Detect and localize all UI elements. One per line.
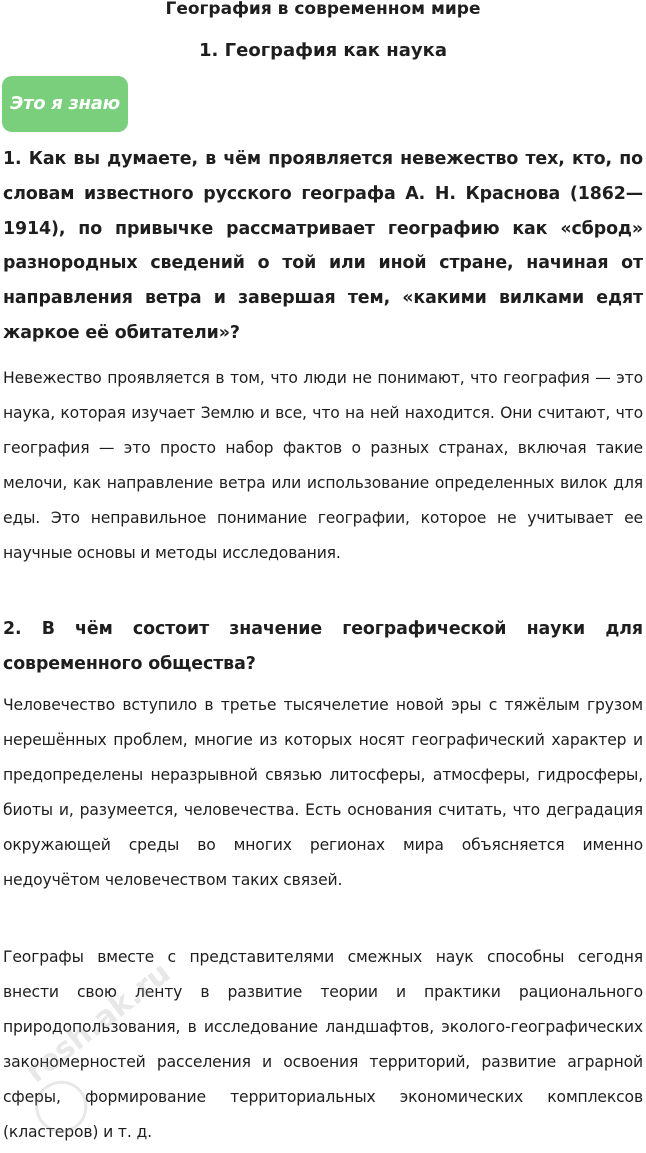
question-1: 1. Как вы думаете, в чём проявляется невежество тех, кто, по словам известного русского географа А. Н. Краснова (1862—1914), по привычке рассматривает географию как «сброд» разнородных сведений о той или иной стране, начиная от направления ветра и завершая тем, «какими вилками едят жаркое её обитатели»? [3,149,643,343]
page-title: География в современном мире [165,0,481,19]
answer-2-paragraph-1: Человечество вступило в третье тысячелетие новой эры с тяжёлым грузом нерешённых проблем, многие из которых носят географический характер и предопределены неразрывной связью литосферы, атмосферы, гидросферы, биоты и, разумеется, человечества. Есть основания считать, что деградация окружающей среды во многих регионах мира объясняется именно недоучётом человечеством таких связей. [3,696,643,889]
know-this-badge: Это я знаю [2,76,128,132]
section-title: 1. География как наука [199,40,447,61]
watermark-text: resh.ak.ru [19,955,178,1090]
answer-2-paragraph-2: Географы вместе с представителями смежных наук способны сегодня внести свою ленту в развитие теории и практики рационального природопользования, в исследование ландшафтов, эколого-географических закономерностей расселения и освоения территорий, развитие аграрной сферы, формирование территориальных экономических комплексов (кластеров) и т. д. [3,948,643,1141]
question-2: 2. В чём состоит значение географической науки для современного общества? [3,619,643,674]
answer-1: Невежество проявляется в том, что люди не понимают, что география — это наука, которая изучает Землю и все, что на ней находится. Они считают, что география — это просто набор фактов о разных странах, включая такие мелочи, как направление ветра или использование определенных вилок для еды. Это неправильное понимание географии, которое не учитывает ее научные основы и методы исследования. [3,369,643,562]
